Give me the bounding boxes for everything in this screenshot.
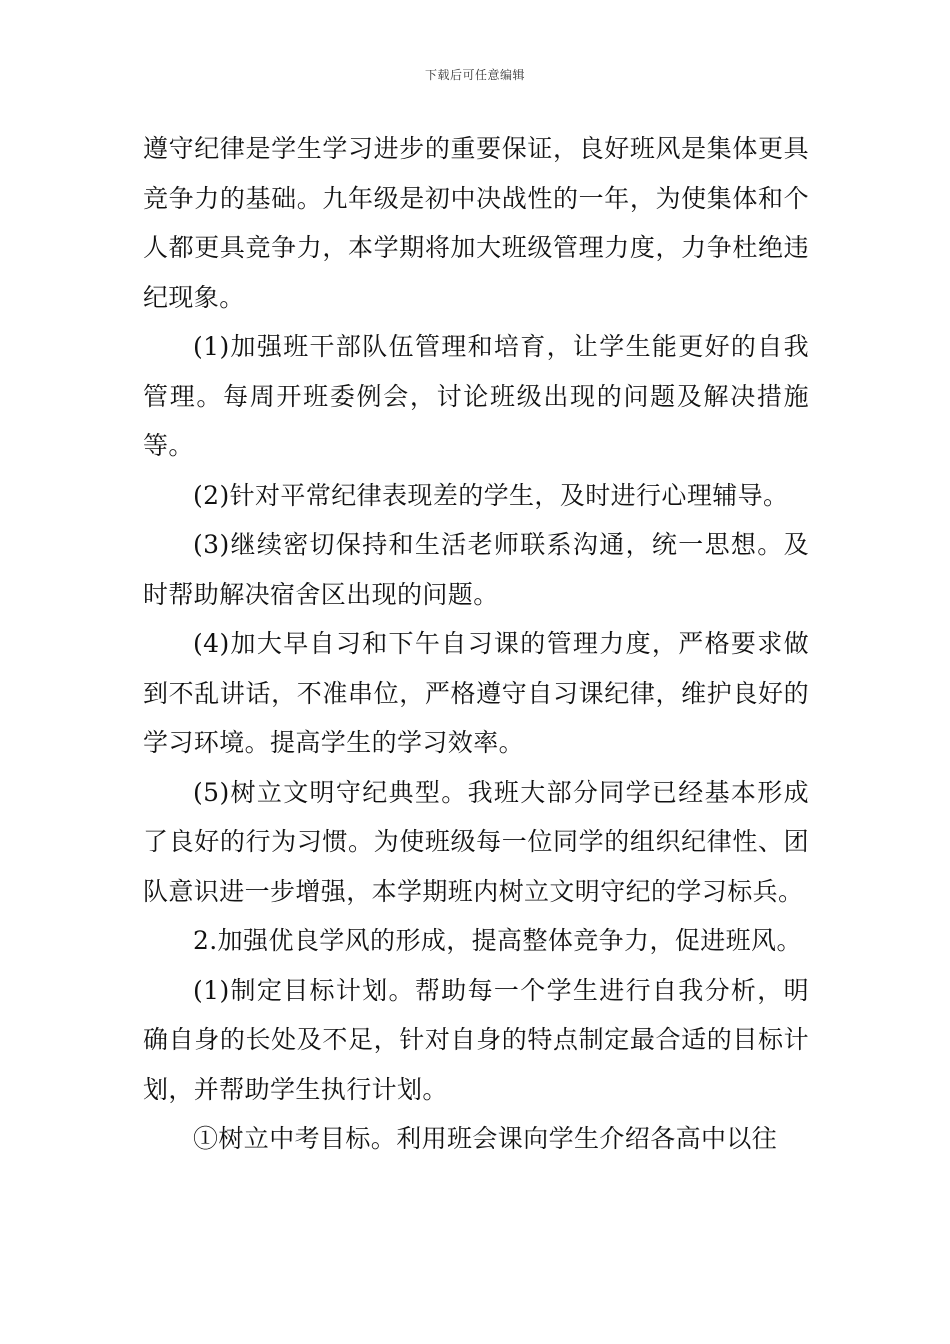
page-header: 下载后可任意编辑 (424, 68, 525, 82)
paragraph-item-2-counseling: (2)针对平常纪律表现差的学生，及时进行心理辅导。 (193, 480, 789, 510)
paragraph-section-2-study-style: 2.加强优良学风的形成，提高整体竞争力，促进班风。 (193, 926, 802, 955)
paragraph-item-5-model-students: (5)树立文明守纪典型。我班大部分同学已经基本形成了良好的行为习惯。为使班级每一位同学的组织纪律性、团队意识进一步增强，本学期班内树立文明守纪的学习标兵。 (143, 777, 809, 906)
paragraph-discipline-intro: 遵守纪律是学生学习进步的重要保证，良好班风是集体更具竞争力的基础。九年级是初中决战性的一年，为使集体和个人都更具竞争力，本学期将加大班级管理力度，力争杜绝违纪现象。 (143, 134, 809, 312)
paragraph-subitem-exam-goal: ①树立中考目标。利用班会课向学生介绍各高中以往 (193, 1124, 778, 1153)
paragraph-item-3-dorm-teacher: (3)继续密切保持和生活老师联系沟通，统一思想。及时帮助解决宿舍区出现的问题。 (143, 530, 809, 609)
paragraph-item-1-class-cadre: (1)加强班干部队伍管理和培育，让学生能更好的自我管理。每周开班委例会，讨论班级出现的问题及解决措施等。 (143, 332, 809, 460)
paragraph-item-4-self-study: (4)加大早自习和下午自习课的管理力度，严格要求做到不乱讲话，不准串位，严格遵守自习课纪律，维护良好的学习环境。提高学生的学习效率。 (143, 629, 809, 757)
paragraph-item-1-goal-plan: (1)制定目标计划。帮助每一个学生进行自我分析，明确自身的长处及不足，针对自身的特点制定最合适的目标计划，并帮助学生执行计划。 (143, 975, 809, 1104)
document-body (143, 124, 809, 1164)
